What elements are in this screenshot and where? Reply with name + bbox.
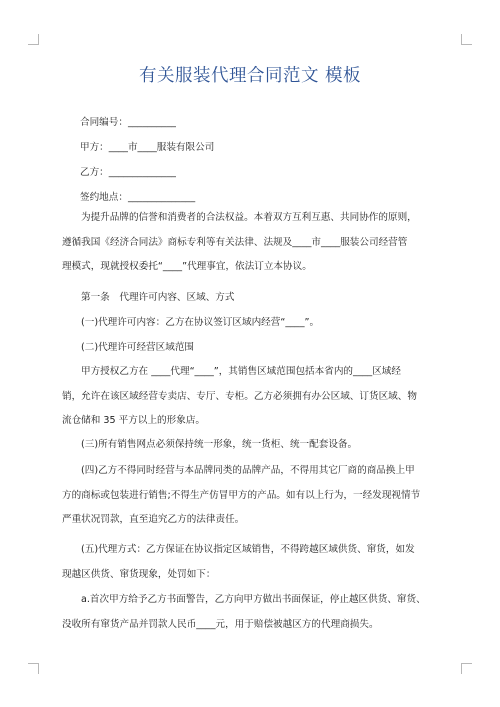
crop-mark-bottom-left — [28, 663, 39, 674]
crop-mark-bottom-right — [461, 663, 472, 674]
clause-1-paragraph — [62, 311, 446, 336]
paragraph-line: (四)乙方不得同时经营与本品牌同类的品牌产品，不得用其它厂商的商品换上甲 — [81, 465, 415, 476]
paragraph-line: 现越区供货、窜货现象，处罚如下： — [62, 568, 216, 580]
paragraph-line: 理模式，现就授权委托“____”代理事宜，依法订立本协议。 — [62, 261, 312, 272]
paragraph-line: 遵循我国《经济合同法》商标专利等有关法律、法规及____市____服装公司经营管 — [62, 236, 408, 248]
paragraph-line: (二)代理许可经营区域范围 — [81, 342, 195, 353]
paragraph-line: 甲方授权乙方在 ____代理“____”，其销售区域范围包括本省内的____区域经 — [81, 366, 401, 377]
clause-2-heading — [62, 336, 446, 361]
document-title: 有关服装代理合同范文 模板 — [138, 66, 362, 86]
paragraph-line: 严重状况罚款，直至追究乙方的法律责任。 — [62, 514, 245, 525]
paragraph-line: 没收所有窜货产品并罚款人民币____元，用于赔偿被越区方的代理商损失。 — [62, 618, 379, 630]
paragraph-line: a.首次甲方给予乙方书面警告，乙方向甲方做出书面保证，停止越区供货、窜货、 — [81, 594, 426, 605]
clause-5-paragraph — [62, 538, 446, 587]
article-one-heading — [62, 286, 446, 311]
signing-place-field: 签约地点：______________ — [80, 192, 196, 203]
paragraph-line: 为提升品牌的信誉和消费者的合法权益。本着双方互利互惠、共同协作的原则， — [81, 212, 417, 223]
paragraph-line: (五)代理方式：乙方保证在协议指定区域销售，不得跨越区域供货、窜货，如发 — [81, 544, 415, 555]
party-b-field: 乙方：______________ — [80, 167, 176, 178]
clause-2-paragraph — [62, 360, 446, 434]
party-a-field: 甲方：____市____服装有限公司 — [80, 142, 215, 153]
penalty-a-paragraph — [62, 588, 446, 637]
contract-number-field: 合同编号：__________ — [80, 117, 176, 128]
crop-mark-top-left — [28, 34, 39, 45]
paragraph-line: 第一条 代理许可内容、区域、方式 — [81, 292, 235, 303]
paragraph-line: 方的商标或包装进行销售;不得生产仿冒甲方的产品。如有以上行为，一经发现视情节 — [62, 489, 421, 501]
intro-paragraph — [62, 206, 446, 280]
crop-mark-top-right — [461, 34, 472, 45]
paragraph-line: (三)所有销售网点必须保持统一形象，统一货柜、统一配套设备。 — [81, 439, 358, 450]
clause-4-paragraph — [62, 459, 446, 533]
paragraph-line: (一)代理许可内容：乙方在协议签订区域内经营“____”。 — [81, 317, 320, 328]
paragraph-line: 流仓储和 35 平方以上的形象店。 — [62, 415, 206, 426]
paragraph-line: 销，允许在该区域经营专卖店、专厅、专柜。乙方必须拥有办公区域、订货区域、物 — [62, 390, 417, 402]
clause-3-paragraph — [62, 433, 446, 458]
